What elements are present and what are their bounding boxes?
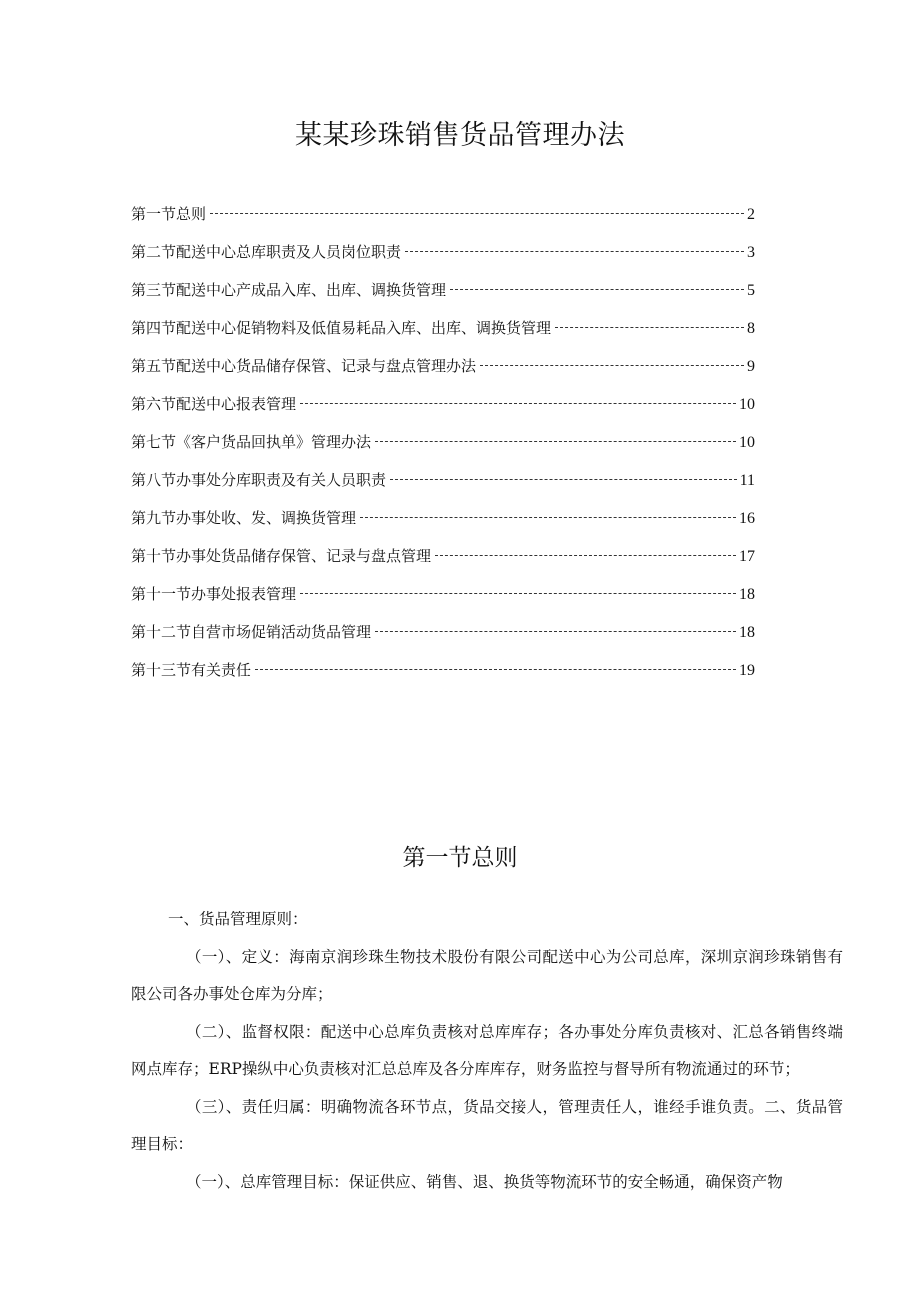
toc-entry-label: 第四节配送中心促销物料及低值易耗品入库、出库、调换货管理 — [131, 319, 552, 337]
toc-entry-page: 19 — [739, 662, 755, 679]
toc-entry-page: 17 — [739, 548, 755, 565]
toc-entry[interactable] — [131, 615, 755, 653]
toc-entry-page: 18 — [739, 624, 755, 641]
toc-entry[interactable] — [131, 235, 755, 273]
toc-entry-label: 第五节配送中心货品储存保管、记录与盘点管理办法 — [131, 357, 477, 375]
toc-entry-page: 5 — [747, 282, 755, 299]
toc-entry[interactable] — [131, 425, 755, 463]
toc-entry[interactable] — [131, 577, 755, 615]
toc-leader — [405, 251, 744, 252]
paragraph: （一）、定义：海南京润珍珠生物技术股份有限公司配送中心为公司总库，深圳京润珍珠销售有限公司各办事处仓库为分库； — [131, 947, 843, 1003]
section-body — [131, 901, 843, 1201]
toc-entry-label: 第八节办事处分库职责及有关人员职责 — [131, 471, 387, 489]
toc-entry-label: 第九节办事处收、发、调换货管理 — [131, 509, 357, 527]
toc-entry-label: 第十三节有关责任 — [131, 661, 252, 679]
toc-entry[interactable] — [131, 501, 755, 539]
toc-leader — [375, 631, 736, 632]
toc-entry-label: 第十一节办事处报表管理 — [131, 585, 297, 603]
toc-entry-label: 第三节配送中心产成品入库、出库、调换货管理 — [131, 281, 447, 299]
toc-entry[interactable] — [131, 653, 755, 691]
toc-entry-label: 第一节总则 — [131, 205, 207, 223]
toc-entry[interactable] — [131, 311, 755, 349]
toc-entry-page: 16 — [739, 510, 755, 527]
paragraph: （二）、监督权限：配送中心总库负责核对总库库存；各办事处分库负责核对、汇总各销售终端网点库存；ERP操纵中心负责核对汇总总库及各分库库存，财务监控与督导所有物流通过的环节； — [131, 1022, 843, 1078]
section-heading: 第一节总则 — [402, 845, 518, 871]
toc-entry-page: 8 — [747, 320, 755, 337]
toc-entry-page: 11 — [739, 472, 755, 489]
toc-entry-page: 10 — [739, 396, 755, 413]
toc-entry[interactable] — [131, 349, 755, 387]
paragraph: 一、货品管理原则： — [168, 910, 308, 928]
toc-leader — [360, 517, 736, 518]
toc-entry[interactable] — [131, 463, 755, 501]
toc-leader — [300, 593, 736, 594]
toc-entry[interactable] — [131, 539, 755, 577]
toc-leader — [450, 289, 744, 290]
toc-entry-label: 第二节配送中心总库职责及人员岗位职责 — [131, 243, 402, 261]
table-of-contents — [131, 197, 755, 691]
toc-entry-page: 3 — [747, 244, 755, 261]
toc-entry-label: 第十节办事处货品储存保管、记录与盘点管理 — [131, 547, 432, 565]
toc-leader — [255, 669, 736, 670]
toc-leader — [555, 327, 744, 328]
toc-leader — [435, 555, 736, 556]
document-title: 某某珍珠销售货品管理办法 — [295, 120, 625, 151]
toc-entry-page: 10 — [739, 434, 755, 451]
toc-leader — [480, 365, 744, 366]
toc-entry[interactable] — [131, 273, 755, 311]
toc-leader — [300, 403, 736, 404]
toc-leader — [375, 441, 736, 442]
toc-entry-page: 2 — [747, 206, 755, 223]
toc-leader — [210, 213, 744, 214]
toc-entry-page: 18 — [739, 586, 755, 603]
paragraph: （三）、责任归属：明确物流各环节点，货品交接人，管理责任人，谁经手谁负责。二、货品管理目标： — [131, 1097, 843, 1153]
toc-entry-page: 9 — [747, 358, 755, 375]
toc-entry-label: 第六节配送中心报表管理 — [131, 395, 297, 413]
toc-entry[interactable] — [131, 197, 755, 235]
toc-entry-label: 第十二节自营市场促销活动货品管理 — [131, 623, 372, 641]
paragraph: （一）、总库管理目标：保证供应、销售、退、换货等物流环节的安全畅通，确保资产物 — [186, 1172, 783, 1191]
toc-entry-label: 第七节《客户货品回执单》管理办法 — [131, 433, 372, 451]
toc-leader — [390, 479, 737, 480]
toc-entry[interactable] — [131, 387, 755, 425]
